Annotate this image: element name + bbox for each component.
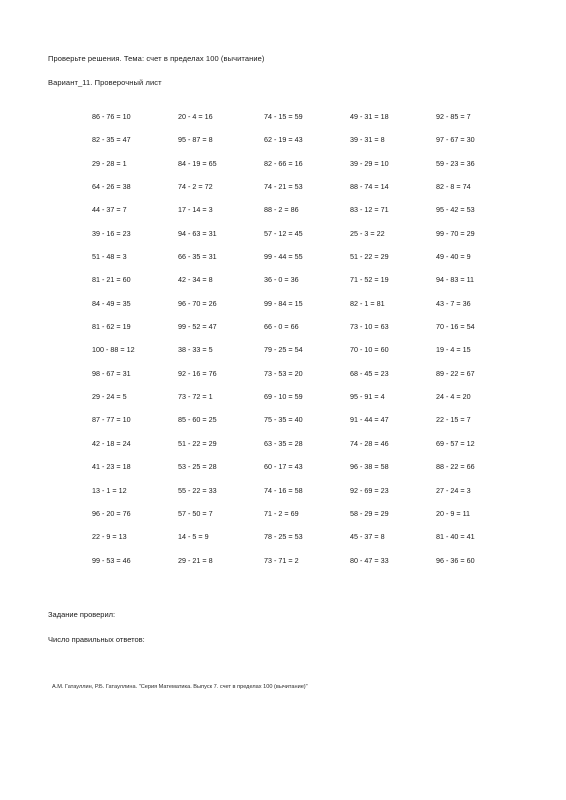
problem-cell: 60 - 17 = 43 (264, 462, 303, 472)
problem-cell: 42 - 18 = 24 (92, 438, 131, 448)
problem-cell: 44 - 37 = 7 (92, 205, 127, 215)
problem-cell: 81 - 21 = 60 (92, 275, 131, 285)
problem-cell: 58 - 29 = 29 (350, 508, 389, 518)
problem-cell: 39 - 29 = 10 (350, 158, 389, 168)
problem-cell: 71 - 52 = 19 (350, 275, 389, 285)
checked-by-label: Задание проверил: (48, 610, 116, 619)
problem-grid (92, 112, 522, 579)
problem-cell: 96 - 38 = 58 (350, 462, 389, 472)
problem-cell: 73 - 10 = 63 (350, 322, 389, 332)
problem-cell: 99 - 44 = 55 (264, 252, 303, 262)
problem-cell: 22 - 9 = 13 (92, 532, 127, 542)
problem-cell: 73 - 71 = 2 (264, 555, 299, 565)
problem-cell: 87 - 77 = 10 (92, 415, 131, 425)
problem-cell: 81 - 40 = 41 (436, 532, 475, 542)
problem-cell: 49 - 31 = 18 (350, 112, 389, 121)
problem-cell: 68 - 45 = 23 (350, 368, 389, 378)
problem-cell: 73 - 53 = 20 (264, 368, 303, 378)
problem-cell: 13 - 1 = 12 (92, 485, 127, 495)
problem-cell: 36 - 0 = 36 (264, 275, 299, 285)
problem-cell: 80 - 47 = 33 (350, 555, 389, 565)
problem-cell: 92 - 69 = 23 (350, 485, 389, 495)
problem-cell: 22 - 15 = 7 (436, 415, 471, 425)
problem-cell: 62 - 19 = 43 (264, 135, 303, 145)
problem-cell: 41 - 23 = 18 (92, 462, 131, 472)
problem-cell: 45 - 37 = 8 (350, 532, 385, 542)
problem-cell: 42 - 34 = 8 (178, 275, 213, 285)
problem-cell: 43 - 7 = 36 (436, 298, 471, 308)
problem-cell: 51 - 48 = 3 (92, 252, 127, 262)
problem-cell: 20 - 4 = 16 (178, 112, 213, 121)
problem-cell: 69 - 10 = 59 (264, 392, 303, 402)
problem-cell: 69 - 57 = 12 (436, 438, 475, 448)
problem-cell: 99 - 84 = 15 (264, 298, 303, 308)
problem-cell: 29 - 21 = 8 (178, 555, 213, 565)
problem-cell: 91 - 44 = 47 (350, 415, 389, 425)
problem-cell: 55 - 22 = 33 (178, 485, 217, 495)
problem-cell: 39 - 16 = 23 (92, 228, 131, 238)
problem-cell: 49 - 40 = 9 (436, 252, 471, 262)
problem-cell: 71 - 2 = 69 (264, 508, 299, 518)
problem-cell: 86 - 76 = 10 (92, 112, 131, 121)
problem-cell: 27 - 24 = 3 (436, 485, 471, 495)
problem-cell: 29 - 28 = 1 (92, 158, 127, 168)
problem-cell: 39 - 31 = 8 (350, 135, 385, 145)
problem-cell: 85 - 60 = 25 (178, 415, 217, 425)
problem-cell: 95 - 42 = 53 (436, 205, 475, 215)
problem-cell: 92 - 16 = 76 (178, 368, 217, 378)
problem-cell: 74 - 15 = 59 (264, 112, 303, 121)
problem-cell: 82 - 66 = 16 (264, 158, 303, 168)
problem-cell: 57 - 12 = 45 (264, 228, 303, 238)
problem-cell: 88 - 74 = 14 (350, 182, 389, 192)
problem-cell: 17 - 14 = 3 (178, 205, 213, 215)
source-citation: А.М. Гатауллин, Р.Б. Гатауллина. "Серия Математика. Выпуск 7. счет в пределах 100 (вычитание)" (52, 684, 308, 690)
problem-cell: 96 - 36 = 60 (436, 555, 475, 565)
problem-cell: 97 - 67 = 30 (436, 135, 475, 145)
problem-cell: 95 - 87 = 8 (178, 135, 213, 145)
problem-cell: 74 - 16 = 58 (264, 485, 303, 495)
problem-cell: 83 - 12 = 71 (350, 205, 389, 215)
problem-cell: 94 - 83 = 11 (436, 275, 475, 285)
problem-cell: 82 - 1 = 81 (350, 298, 385, 308)
problem-cell: 66 - 35 = 31 (178, 252, 217, 262)
problem-cell: 75 - 35 = 40 (264, 415, 303, 425)
problem-cell: 64 - 26 = 38 (92, 182, 131, 192)
correct-count-label: Число правильных ответов: (48, 635, 145, 644)
problem-cell: 70 - 16 = 54 (436, 322, 475, 332)
problem-cell: 25 - 3 = 22 (350, 228, 385, 238)
problem-cell: 88 - 22 = 66 (436, 462, 475, 472)
problem-cell: 63 - 35 = 28 (264, 438, 303, 448)
problem-cell: 92 - 85 = 7 (436, 112, 471, 121)
problem-cell: 24 - 4 = 20 (436, 392, 471, 402)
problem-cell: 100 - 88 = 12 (92, 345, 135, 355)
problem-cell: 74 - 21 = 53 (264, 182, 303, 192)
problem-cell: 19 - 4 = 15 (436, 345, 471, 355)
problem-cell: 99 - 52 = 47 (178, 322, 217, 332)
problem-cell: 53 - 25 = 28 (178, 462, 217, 472)
problem-cell: 94 - 63 = 31 (178, 228, 217, 238)
variant-label: Вариант_11. Проверочный лист (48, 78, 162, 87)
problem-cell: 38 - 33 = 5 (178, 345, 213, 355)
problem-cell: 84 - 19 = 65 (178, 158, 217, 168)
problem-cell: 51 - 22 = 29 (178, 438, 217, 448)
problem-cell: 96 - 20 = 76 (92, 508, 131, 518)
problem-cell: 79 - 25 = 54 (264, 345, 303, 355)
problem-cell: 84 - 49 = 35 (92, 298, 131, 308)
problem-cell: 51 - 22 = 29 (350, 252, 389, 262)
problem-cell: 96 - 70 = 26 (178, 298, 217, 308)
problem-cell: 74 - 2 = 72 (178, 182, 213, 192)
page-title: Проверьте решения. Тема: счет в пределах 100 (вычитание) (48, 54, 265, 63)
problem-cell: 99 - 53 = 46 (92, 555, 131, 565)
problem-cell: 82 - 35 = 47 (92, 135, 131, 145)
problem-cell: 70 - 10 = 60 (350, 345, 389, 355)
problem-cell: 66 - 0 = 66 (264, 322, 299, 332)
problem-cell: 29 - 24 = 5 (92, 392, 127, 402)
problem-cell: 88 - 2 = 86 (264, 205, 299, 215)
problem-cell: 14 - 5 = 9 (178, 532, 209, 542)
problem-cell: 78 - 25 = 53 (264, 532, 303, 542)
problem-cell: 73 - 72 = 1 (178, 392, 213, 402)
problem-cell: 81 - 62 = 19 (92, 322, 131, 332)
problem-cell: 57 - 50 = 7 (178, 508, 213, 518)
problem-cell: 98 - 67 = 31 (92, 368, 131, 378)
problem-cell: 59 - 23 = 36 (436, 158, 475, 168)
problem-cell: 74 - 28 = 46 (350, 438, 389, 448)
problem-cell: 89 - 22 = 67 (436, 368, 475, 378)
problem-cell: 20 - 9 = 11 (436, 508, 471, 518)
problem-cell: 82 - 8 = 74 (436, 182, 471, 192)
problem-cell: 95 - 91 = 4 (350, 392, 385, 402)
problem-cell: 99 - 70 = 29 (436, 228, 475, 238)
